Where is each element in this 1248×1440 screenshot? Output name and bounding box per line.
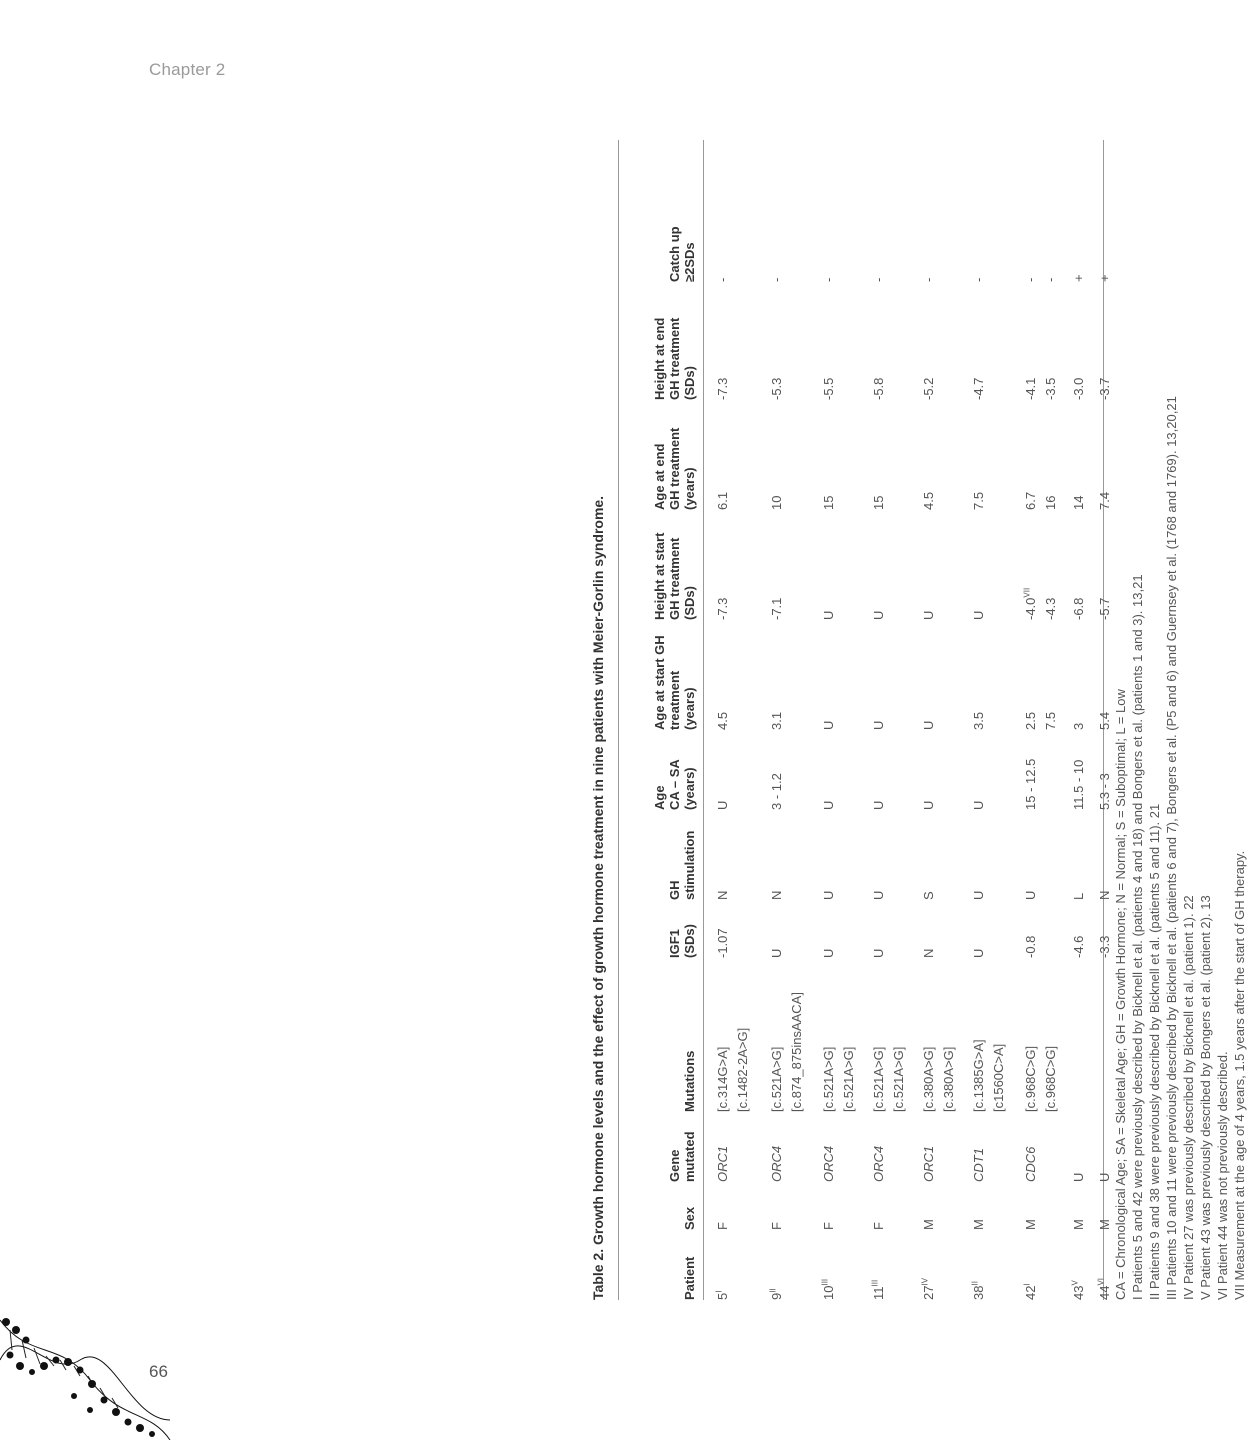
- data-table: [618, 140, 1112, 1300]
- cell-patient: $44^{VI}$: [1096, 1277, 1112, 1300]
- cell-age-end: 7.4: [1097, 491, 1112, 510]
- col-header: Sex: [682, 1206, 697, 1230]
- cell-catch-up: -: [821, 277, 836, 282]
- col-header: Height at start GH treatment (SDs): [652, 532, 697, 620]
- cell-height-end: -3.5: [1043, 377, 1058, 400]
- cell-sex: M: [971, 1219, 986, 1230]
- footnote: VII Measurement at the age of 4 years, 1.5 years after the start of GH therapy.: [1232, 850, 1247, 1300]
- cell-height-end: -5.5: [821, 377, 836, 400]
- cell-age-ca-sa: U: [921, 800, 936, 810]
- cell-age-end: 14: [1071, 495, 1086, 510]
- col-header: Age CA – SA (years): [652, 759, 697, 810]
- cell-catch-up: -: [1043, 277, 1058, 282]
- cell-age-ca-sa: 3 - 1.2: [769, 773, 784, 810]
- footnote: I Patients 5 and 42 were previously described by Bicknell et al. (patients 4 and 18) and Bongers et al. (patients 1 and 3). 13,21: [1130, 574, 1145, 1300]
- cell-height-end: -7.3: [715, 377, 730, 400]
- cell-gene: CDT1: [971, 1148, 986, 1182]
- cell-age-start: 2.5: [1023, 711, 1038, 730]
- cell-igf1: -3.3: [1097, 935, 1112, 958]
- cell-height-end: -4.7: [971, 377, 986, 400]
- cell-gh-stimulation: U: [871, 890, 886, 900]
- col-header: Catch up ≥2SDs: [667, 226, 697, 282]
- cell-igf1: -4.6: [1071, 935, 1086, 958]
- cell-igf1: U: [871, 948, 886, 958]
- cell-gh-stimulation: U: [1023, 890, 1038, 900]
- cell-catch-up: -: [715, 277, 730, 282]
- cell-gene: ORC4: [821, 1145, 836, 1182]
- cell-age-end: 15: [871, 495, 886, 510]
- cell-igf1: U: [769, 948, 784, 958]
- rotated-table-region: [590, 140, 1247, 1300]
- cell-patient: $10^{III}$: [820, 1278, 836, 1300]
- cell-age-ca-sa: U: [821, 800, 836, 810]
- cell-sex: M: [1071, 1219, 1086, 1230]
- footnote: VI Patient 44 was not previously described.: [1215, 1051, 1230, 1300]
- cell-height-start: U: [871, 610, 886, 620]
- cell-height-start: -4.3: [1043, 597, 1058, 620]
- cell-mutation: [c.968C>G]: [1043, 1045, 1058, 1112]
- cell-height-start: -7.3: [715, 597, 730, 620]
- cell-catch-up: +: [1097, 274, 1112, 282]
- cell-patient: $38^{II}$: [970, 1281, 986, 1300]
- table-title: Table 2. Growth hormone levels and the effect of growth hormone treatment in nine patients with Meier-Gorlin syndrome.: [590, 495, 606, 1300]
- cell-mutation: [c.521A>G]: [769, 1046, 784, 1112]
- cell-mutation: [c.968C>G]: [1023, 1045, 1038, 1112]
- cell-age-end: 15: [821, 495, 836, 510]
- cell-height-end: -3.0: [1071, 377, 1086, 400]
- cell-height-end: -5.8: [871, 377, 886, 400]
- footnote: IV Patient 27 was previously described by Bicknell et al. (patient 1). 22: [1181, 895, 1196, 1300]
- table-header: [619, 140, 704, 1300]
- footnote: III Patients 10 and 11 were previously described by Bicknell et al. (patients 6 and 7), Bongers et al. (P5 and 6) and Guernsey et al. (1768 and 1769). 13,20,21: [1164, 396, 1179, 1300]
- cell-age-end: 16: [1043, 495, 1058, 510]
- cell-sex: M: [921, 1219, 936, 1230]
- cell-age-ca-sa: 15 - 12.5: [1023, 758, 1038, 810]
- table-footnotes: [1112, 140, 1248, 1300]
- cell-mutation: [c.521A>G]: [821, 1046, 836, 1112]
- cell-sex: M: [1023, 1219, 1038, 1230]
- cell-catch-up: -: [871, 277, 886, 282]
- page-number: 66: [149, 1362, 168, 1381]
- cell-patient: $11^{III}$: [870, 1279, 886, 1300]
- cell-mutation: [c.380A>G]: [941, 1046, 956, 1112]
- cell-age-end: 7.5: [971, 491, 986, 510]
- cell-height-start: -7.1: [769, 597, 784, 620]
- cell-gh-stimulation: N: [1097, 890, 1112, 900]
- cell-age-ca-sa: U: [871, 800, 886, 810]
- cell-gene: ORC1: [715, 1145, 730, 1182]
- col-header: Gene mutated: [667, 1131, 697, 1182]
- cell-age-start: 7.5: [1043, 711, 1058, 730]
- cell-height-end: -5.2: [921, 377, 936, 400]
- cell-patient: $27^{IV}$: [920, 1277, 936, 1300]
- cell-mutation: [c.380A>G]: [921, 1046, 936, 1112]
- cell-mutation: [c.314G>A]: [715, 1046, 730, 1112]
- cell-patient: $42^I$: [1022, 1283, 1038, 1300]
- col-header: Height at end GH treatment (SDs): [652, 317, 697, 400]
- cell-age-ca-sa: U: [715, 800, 730, 810]
- cell-sex: F: [821, 1222, 836, 1230]
- cell-mutation: [c1560C>A]: [991, 1043, 1006, 1112]
- cell-mutation: [c.521A>G]: [871, 1046, 886, 1112]
- cell-catch-up: -: [971, 277, 986, 282]
- cell-gh-stimulation: U: [971, 890, 986, 900]
- cell-age-end: 6.1: [715, 491, 730, 510]
- col-header: Mutations: [682, 1050, 697, 1112]
- cell-gene: U: [1071, 1172, 1086, 1182]
- cell-gh-stimulation: N: [715, 890, 730, 900]
- cell-gh-stimulation: U: [821, 890, 836, 900]
- dna-helix-decoration: [0, 1300, 170, 1440]
- cell-height-end: -3.7: [1097, 377, 1112, 400]
- cell-height-start: U: [821, 610, 836, 620]
- cell-age-start: U: [921, 720, 936, 730]
- cell-height-start: U: [921, 610, 936, 620]
- cell-sex: F: [871, 1222, 886, 1230]
- footnote: V Patient 43 was previously described by Bongers et al. (patient 2). 13: [1198, 895, 1213, 1300]
- cell-height-start: -6.8: [1071, 597, 1086, 620]
- cell-height-end: -5.3: [769, 377, 784, 400]
- col-header: Patient: [682, 1256, 697, 1300]
- cell-age-start: 3.1: [769, 711, 784, 730]
- cell-age-end: 6.7: [1023, 491, 1038, 510]
- cell-sex: M: [1097, 1219, 1112, 1230]
- cell-sex: F: [769, 1222, 784, 1230]
- cell-gene: ORC4: [871, 1145, 886, 1182]
- cell-catch-up: -: [1023, 277, 1038, 282]
- cell-igf1: N: [921, 948, 936, 958]
- cell-catch-up: -: [769, 277, 784, 282]
- cell-gene: ORC4: [769, 1145, 784, 1182]
- cell-height-start: $-4.0^{VII}$: [1022, 587, 1038, 620]
- cell-age-end: 4.5: [921, 491, 936, 510]
- cell-mutation: [c.1482-2A>G]: [735, 1027, 750, 1112]
- cell-age-start: 3: [1071, 722, 1086, 730]
- cell-gene: U: [1097, 1172, 1112, 1182]
- footnote: CA = Chronological Age; SA = Skeletal Age; GH = Growth Hormone; N = Normal; S = Suboptimal; L = Low: [1113, 689, 1128, 1300]
- footnote: II Patients 9 and 38 were previously described by Bicknell et al. (patients 5 and 11). 21: [1147, 803, 1162, 1300]
- cell-igf1: -1.07: [715, 928, 730, 958]
- col-header: Age at start GH treatment (years): [652, 635, 697, 730]
- cell-age-ca-sa: 11.5 - 10: [1071, 759, 1086, 810]
- cell-gene: CDC6: [1023, 1146, 1038, 1182]
- cell-mutation: [c.874_875insAACA]: [789, 992, 804, 1112]
- chapter-label: Chapter 2: [149, 60, 226, 79]
- cell-height-end: -4.1: [1023, 377, 1038, 400]
- cell-igf1: U: [971, 948, 986, 958]
- cell-mutation: [c.1385G>A]: [971, 1039, 986, 1112]
- cell-gh-stimulation: L: [1071, 892, 1086, 900]
- cell-age-end: 10: [769, 495, 784, 510]
- cell-igf1: U: [821, 948, 836, 958]
- cell-catch-up: -: [921, 277, 936, 282]
- cell-patient: $5^I$: [714, 1290, 730, 1300]
- col-header: Age at end GH treatment (years): [652, 427, 697, 510]
- cell-gh-stimulation: N: [769, 890, 784, 900]
- cell-age-start: U: [821, 720, 836, 730]
- cell-age-start: U: [871, 720, 886, 730]
- cell-age-ca-sa: U: [971, 800, 986, 810]
- cell-height-start: U: [971, 610, 986, 620]
- cell-mutation: [c.521A>G]: [891, 1046, 906, 1112]
- cell-sex: F: [715, 1222, 730, 1230]
- cell-mutation: [c.521A>G]: [841, 1046, 856, 1112]
- cell-age-ca-sa: 5.3 - 3: [1097, 773, 1112, 810]
- cell-height-start: -5.7: [1097, 597, 1112, 620]
- cell-age-start: 5.4: [1097, 711, 1112, 730]
- cell-patient: $9^{II}$: [768, 1288, 784, 1300]
- col-header: GH stimulation: [667, 830, 697, 900]
- cell-patient: $43^V$: [1070, 1280, 1086, 1300]
- cell-gene: ORC1: [921, 1145, 936, 1182]
- cell-age-start: 4.5: [715, 711, 730, 730]
- cell-age-start: 3.5: [971, 711, 986, 730]
- cell-gh-stimulation: S: [921, 891, 936, 900]
- col-header: IGF1 (SDs): [667, 924, 697, 958]
- cell-catch-up: +: [1071, 274, 1086, 282]
- cell-igf1: -0.8: [1023, 935, 1038, 958]
